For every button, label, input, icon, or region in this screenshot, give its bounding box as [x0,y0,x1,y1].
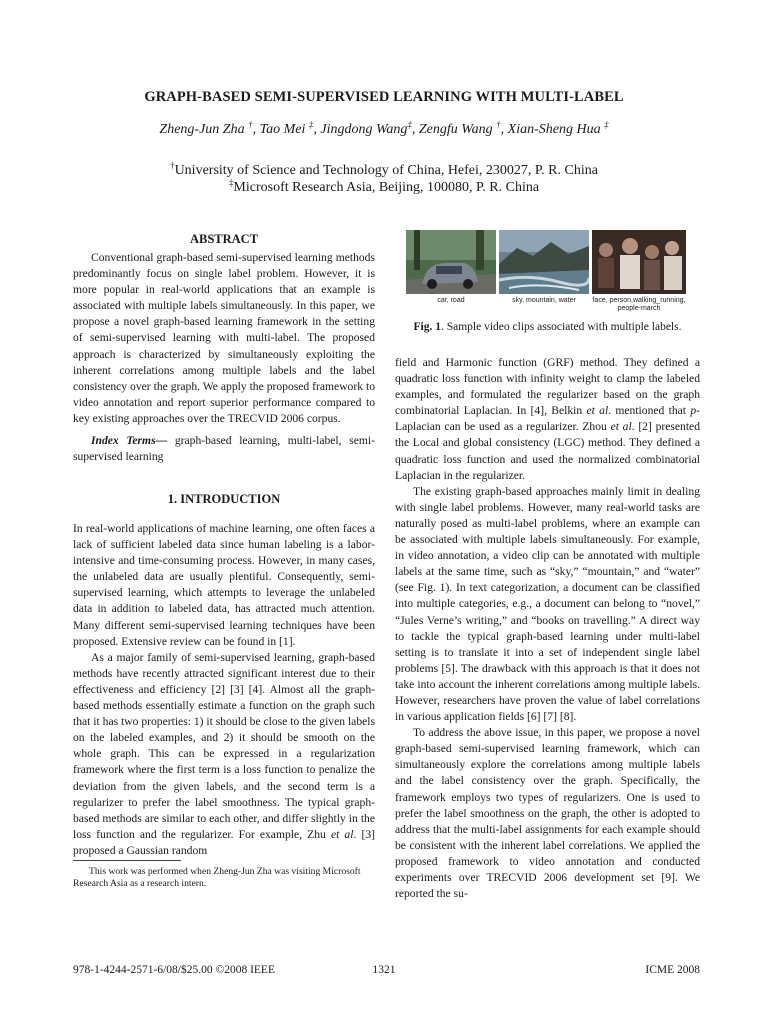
clip-caption: face, person,walking_running, people-march [592,297,686,312]
author-name: Zengfu Wang [418,122,493,137]
body-text: field and Harmonic function (GRF) method. They defined a quadratic loss function with infinity weight to clamp the labeled examples, and formulated the regularizer based on the graph combinatorial Laplacian. In [4], Belkin [395,356,700,418]
video-clip-people [592,230,686,294]
author-name: Zheng-Jun Zha [159,122,245,137]
intro-etal: et al [330,827,354,841]
body-paragraph [395,355,700,484]
abstract-section [73,250,375,465]
affiliation-mark: † [170,160,175,171]
footer-venue: ICME 2008 [645,964,700,976]
figure-label: Fig. 1 [413,321,441,333]
author-name: Jingdong Wang [320,122,408,137]
body-etal: et al [586,404,609,418]
page-number: 1321 [372,964,396,976]
body-paragraph: To address the above issue, in this paper, we propose a novel graph-based semi-supervised learning framework, which can simultaneously explore the correlations among multiple labels and the label consistency over the graph. Specifically, the framework employs two types of regularizers. One is used to prefer the label smoothness on the graph, the other is adopted to address that the multi-label assignments for each example should be consistent with the inherent label correlations. We applied the proposed framework to video annotation and conducted experiments over TRECVID 2006 development set [9]. We reported the su- [395,726,700,901]
intro-section [73,521,375,859]
footer-isbn: 978-1-4244-2571-6/08/$25.00 ©2008 IEEE [73,964,275,976]
affiliation-text: University of Science and Technology of China, Hefei, 230027, P. R. China [174,163,598,178]
body-text: . mentioned that [608,404,691,418]
clip-caption: car, road [437,297,465,304]
figure-caption [395,321,700,333]
figure-1 [406,230,686,295]
affiliation-mark: ‡ [228,177,234,188]
body-text: -Laplacian can be used as a regularizer. Zhou [395,404,700,434]
author-name: Tao Mei [259,122,306,137]
author-mark: † [248,119,253,130]
abstract-text: Conventional graph-based semi-supervised learning methods predominantly focus on single label problem. However, it is more popular in real-world applications that an example is associated with multiple labels simultaneously. In this paper, we propose a novel graph-based learning framework in the setting of semi-supervised learning with multi-label. The proposed approach is characterized by simultaneously exploiting the inherent correlations among multiple labels and the label consistency over the graph. We apply the proposed framework to video annotation and report superior performance compared to key existing approaches over the TRECVID 2006 corpus. [73,251,375,425]
body-etal: et al [610,420,632,434]
paper-title: GRAPH-BASED SEMI-SUPERVISED LEARNING WITH MULTI-LABEL [144,89,624,105]
video-clip-mountain [499,230,589,294]
intro-heading: 1. INTRODUCTION [167,492,281,506]
author-mark: ‡ [308,119,314,130]
footnote: This work was performed when Zheng-Jun Zha was visiting Microsoft Research Asia as a research intern. [73,866,361,889]
figure-caption-text: . Sample video clips associated with multiple labels. [440,321,682,333]
intro-text: . [3] proposed a Gaussian random [73,827,375,857]
index-terms [73,433,375,465]
affiliation-ustc [0,160,768,179]
affiliation-msra [0,177,768,196]
right-column-text [395,355,700,902]
intro-paragraph: In real-world applications of machine learning, one often faces a lack of sufficient labeled data since human labeling is a labor-intensive and time-consuming process. However, in many cases, the unlabeled data are usually plentiful. Consequently, semi-supervised learning, which attempts to leverage the unlabeled data in addition to labeled data, has attracted much attention. Many different semi-supervised learning techniques have been proposed. Extensive review can be found in [1]. [73,522,375,648]
abstract-heading: ABSTRACT [189,232,259,246]
body-text: . [2] presented the Local and global consistency (LGC) method. They defined a quadratic loss function and used the normalized combinatorial Laplacian in the regularizer. [395,420,700,482]
body-paragraph: The existing graph-based approaches mainly limit in dealing with single label problems. However, many real-world tasks are naturally posed as multi-label problems, where an example can be associated with multiple labels simultaneously. For example, in video annotation, a video clip can be annotated with multiple labels at the same time, such as “sky,” “mountain,” and “water” (see Fig. 1). In text categorization, a document can be classified into multiple categories, e.g., a document can belong to “novel,” “Jules Verne’s writing,” and “books on travelling.” A direct way to tackle the typical graph-based learning under multi-label setting is to translate it into a set of independent single label problems [5]. The drawback with this approach is that it does not take into account the inherent correlations among multiple labels. However, researchers have proven the value of label correlations in various application fields [6] [7] [8]. [395,484,700,724]
video-clip-car [406,230,496,294]
body-italic-p: p [690,404,697,418]
author-mark: † [496,119,501,130]
index-terms-text: graph-based learning, multi-label, semi-supervised learning [73,434,375,464]
index-terms-label: Index Terms— [91,434,168,448]
author-mark: ‡ [604,119,609,130]
intro-paragraph [73,650,375,859]
affiliation-text: Microsoft Research Asia, Beijing, 100080, P. R. China [233,180,540,195]
footnote-rule [73,860,181,861]
author-mark: ‡ [407,119,412,130]
intro-text: As a major family of semi-supervised learning, graph-based methods have recently attracted significant interest due to their effectiveness and efficiency [2] [3] [4]. Almost all the graph-based methods essentially estimate a function on the graph such that it has two properties: 1) it should be close to the given labels on the labeled examples, and 2) it should be smooth on the whole graph. This can be expressed in a regularization framework where the first term is a loss function to penalize the deviation from the given labels, and the second term is a regularizer to prefer the label smoothness. The typical graph-based methods are similar to each other, and differ slightly in the loss function and the regularizer. For example, Zhu [73,650,375,841]
clip-caption: sky, mountain, water [512,297,576,304]
author-list: Zheng-Jun Zha †, Tao Mei ‡, Jingdong Wang‡, Zengfu Wang †, Xian-Sheng Hua ‡ [159,119,609,137]
author-name: Xian-Sheng Hua [507,122,601,137]
